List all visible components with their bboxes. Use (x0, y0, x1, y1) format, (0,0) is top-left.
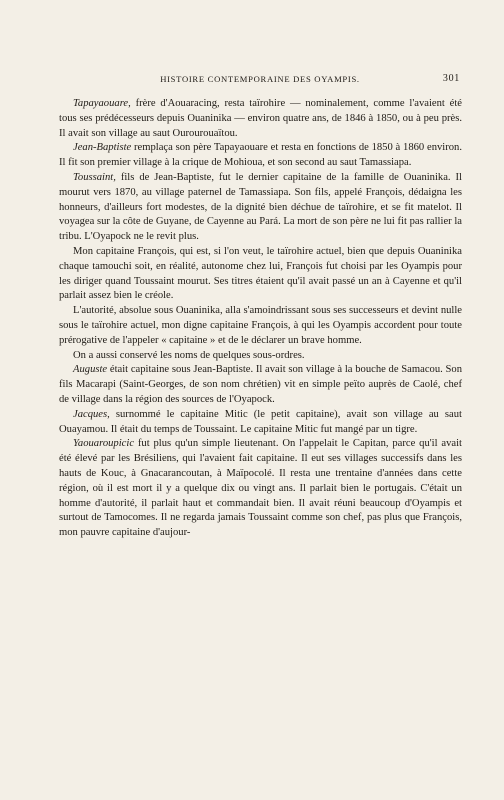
person-name: Tapayaouare, (73, 98, 131, 109)
running-title: HISTOIRE CONTEMPORAINE DES OYAMPIS. (160, 74, 360, 84)
paragraph (59, 97, 462, 141)
paragraph-text: frère d'Aouaracing, resta taïrohire — nominalement, comme l'avaient été tous ses prédécesseurs depuis Ouaninika — environ quatre ans, de 1846 à 1850, ou à peu près. Il avait son village au saut Ourourouaïtou. (59, 98, 462, 139)
running-header (60, 74, 460, 88)
paragraph-text: fut plus qu'un simple lieutenant. On l'appelait le Capitan, parce qu'il avait été élevé par les Brésiliens, qui l'avaient fait capitaine. Il eut ses villages successifs dans les hauts de Kouc, à Gnacarancoutan, à Maïpocolé. Il resta une trentaine d'années dans cette région, où il est mort il y a quelque dix ou vingt ans. Il parlait bien le portugais. C'était un homme d'autorité, il parlait haut et commandait bien. Il avait réuni beaucoup d'Oyampis et surtout de Tamocomes. Il ne regarda jamais Toussaint comme son chef, pas plus que François, mon pauvre capitaine d'aujour- (59, 438, 462, 539)
paragraph-text: Mon capitaine François, qui est, si l'on veut, le taïrohire actuel, bien que depuis Ouaninika chaque tamouchi soit, en réalité, autonome chez lui, François fut choisi par les Oyampis pour les diriger quand Toussaint mourut. Ses titres étaient qu'il avait passé un an à Cayenne et qu'il parlait assez bien le créole. (59, 245, 462, 302)
paragraph (59, 437, 462, 541)
paragraph (59, 245, 462, 304)
paragraph (59, 408, 462, 438)
person-name: Toussaint, (73, 171, 116, 183)
paragraph (59, 171, 462, 245)
paragraph-text: On a aussi conservé les noms de quelques sous-ordres. (73, 349, 305, 361)
paragraph (59, 349, 462, 364)
paragraph (59, 304, 462, 348)
paragraph (59, 141, 462, 171)
person-name: Auguste (73, 364, 108, 376)
paragraph-text: surnommé le capitaine Mitic (le petit capitaine), avait son village au saut Ouayamou. Il était du temps de Toussaint. Le capitaine Mitic fut mangé par un tigre. (59, 408, 462, 435)
paragraph-text: remplaça son père Tapayaouare et resta en fonctions de 1850 à 1860 environ. Il fit son premier village à la crique de Mohioua, et son second au saut Tamassiapa. (59, 142, 462, 169)
page-number: 301 (442, 73, 460, 84)
page-body (59, 97, 462, 541)
paragraph-text: fils de Jean-Baptiste, fut le dernier capitaine de la famille de Ouaninika. Il mourut vers 1870, au village paternel de Tamassiapa. Son fils, appelé François, dédaigna les honneurs, d'ailleurs fort modestes, de la dignité bien déchue de taïrohire, et se fit matelot. Il voyagea sur la côte de Guyane, de Cayenne au Pará. La mort de son père ne lui fit pas rallier la tribu. L'Oyapock ne le revit plus. (59, 171, 462, 243)
person-name: Yaouaroupicic (73, 438, 135, 450)
paragraph-text: L'autorité, absolue sous Ouaninika, alla s'amoindrissant sous ses successeurs et devint nulle sous le taïrohire actuel, mon digne capitaine François, à qui les Oyampis accordent pour toute prérogative de l'appeler « capitaine » et de le déclarer un brave homme. (59, 305, 462, 346)
paragraph-text: était capitaine sous Jean-Baptiste. Il avait son village à la bouche de Samacou. Son fils Macarapi (Saint-Georges, de son nom chrétien) vit en simple peïto auprès de Caolé, chef de village dans la région des sources de l'Oyapock. (59, 364, 462, 405)
person-name: Jacques, (73, 408, 110, 420)
paragraph (59, 363, 462, 407)
person-name: Jean-Baptiste (73, 142, 132, 154)
